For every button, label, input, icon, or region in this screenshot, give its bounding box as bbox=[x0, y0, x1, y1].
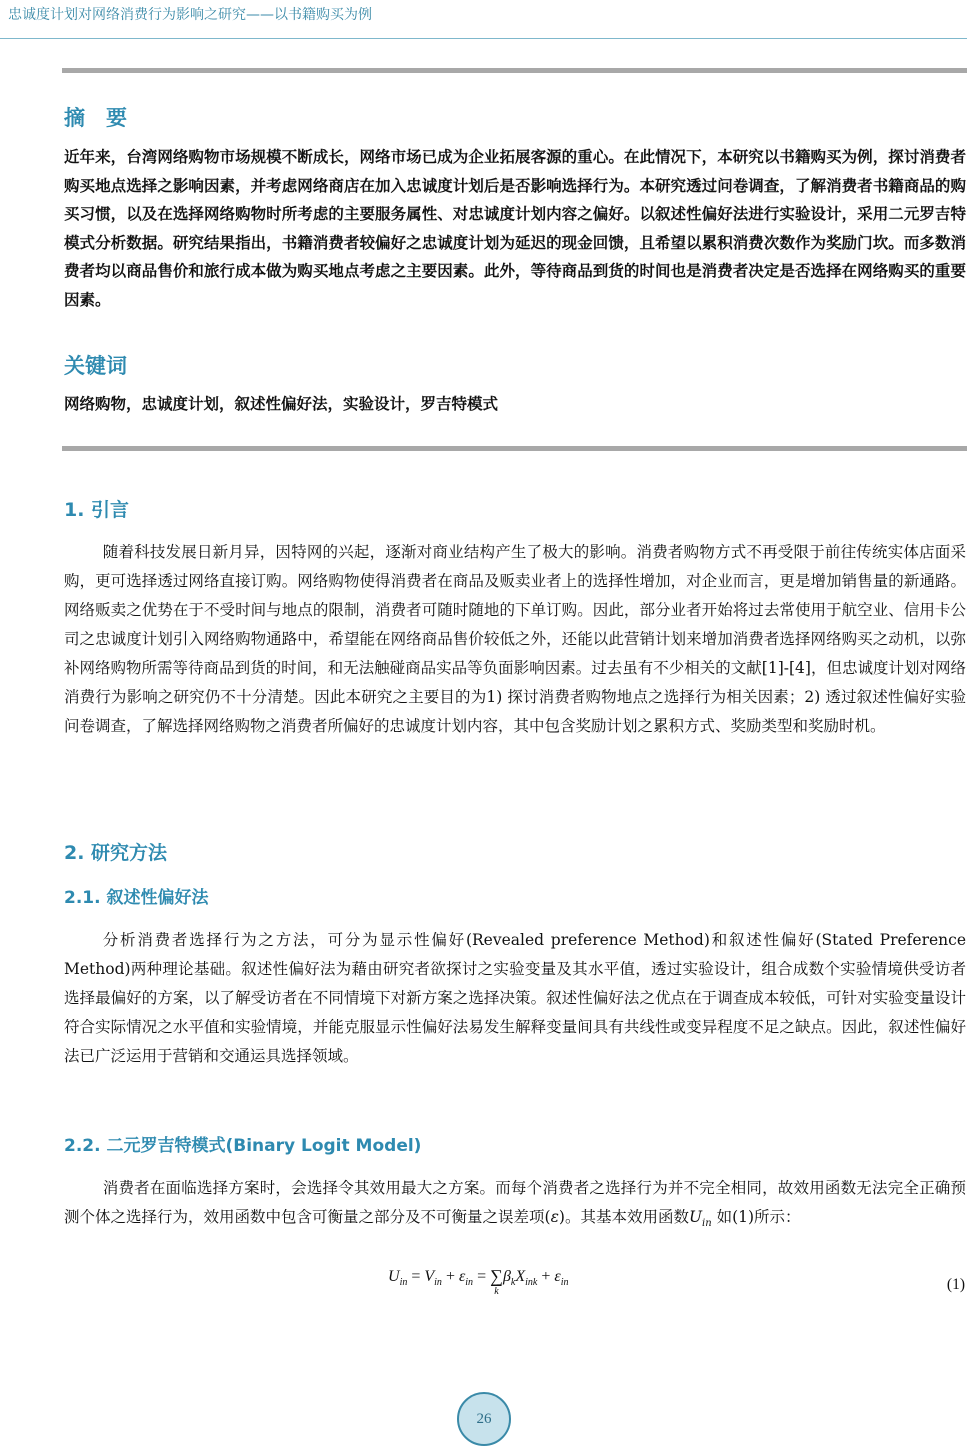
eq-equals-1: = bbox=[407, 1268, 425, 1285]
subsection-heading-stated-preference: 2.1. 叙述性偏好法 bbox=[64, 888, 209, 908]
binary-logit-text-middle: )。其基本效用函数 bbox=[558, 1208, 689, 1226]
utility-symbol: U bbox=[688, 1208, 703, 1226]
running-header: 忠诚度计划对网络消费行为影响之研究——以书籍购买为例 bbox=[8, 7, 372, 23]
utility-equation bbox=[388, 1268, 568, 1300]
abstract-text: 近年来，台湾网络购物市场规模不断成长，网络市场已成为企业拓展客源的重心。在此情况下，本研究以书籍购买为例，探讨消费者购买地点选择之影响因素，并考虑网络商店在加入忠诚度计划后是否影响选择行为。本研究透过问卷调查，了解消费者书籍商品的购买习惯，以及在选择网络购物时所考虑的主要服务属性、对忠诚度计划内容之偏好。以叙述性偏好法进行实验设计，采用二元罗吉特模式分析数据。研究结果指出，书籍消费者较偏好之忠诚度计划为延迟的现金回馈，且希望以累积消费次数作为奖励门坎。而多数消费者均以商品售价和旅行成本做为购买地点考虑之主要因素。此外，等待商品到货的时间也是消费者决定是否选择在网络购买的重要因素。 bbox=[64, 148, 966, 309]
abstract-heading: 摘 要 bbox=[64, 106, 127, 130]
eq-sum: ∑ bbox=[490, 1266, 503, 1286]
eq-epsilon-2-sub: in bbox=[560, 1277, 569, 1289]
eq-epsilon-sub: in bbox=[465, 1277, 474, 1289]
eq-sum-sub: k bbox=[494, 1286, 499, 1297]
eq-epsilon: ε bbox=[458, 1268, 466, 1285]
eq-v-sub: in bbox=[434, 1277, 442, 1289]
binary-logit-text-after: 如(1)所示： bbox=[711, 1208, 801, 1226]
binary-logit-text-before: 消费者在面临选择方案时，会选择令其效用最大之方案。而每个消费者之选择行为并不完全相同，故效用函数无法完全正确预测个体之选择行为，效用函数中包含可衡量之部分及不可衡量之误差项( bbox=[64, 1179, 966, 1226]
subsection-heading-binary-logit: 2.2. 二元罗吉特模式(Binary Logit Model) bbox=[64, 1136, 422, 1156]
eq-beta-sub: k bbox=[510, 1277, 516, 1289]
eq-lhs-sub: in bbox=[399, 1277, 408, 1289]
eq-x-sub: ink bbox=[525, 1277, 538, 1289]
eq-lhs: U bbox=[388, 1268, 400, 1285]
keywords-text: 网络购物，忠诚度计划，叙述性偏好法，实验设计，罗吉特模式 bbox=[64, 395, 499, 413]
eq-v: V bbox=[424, 1268, 435, 1285]
binary-logit-paragraph bbox=[64, 1174, 966, 1238]
eq-plus-1: + bbox=[441, 1268, 459, 1285]
eq-epsilon-2: ε bbox=[554, 1268, 561, 1285]
epsilon-symbol: ε bbox=[550, 1208, 559, 1226]
keywords-heading: 关键词 bbox=[64, 354, 127, 378]
bottom-divider bbox=[62, 446, 967, 451]
stated-preference-paragraph: 分析消费者选择行为之方法，可分为显示性偏好(Revealed preference Method)和叙述性偏好(Stated Preference Method)两种理论基础。叙述性偏好法为藉由研究者欲探讨之实验变量及其水平值，透过实验设计，组合成数个实验情境供受访者选择最偏好的方案，以了解受访者在不同情境下对新方案之选择决策。叙述性偏好法之优点在于调查成本较低，可针对实验变量设计符合实际情况之水平值和实验情境，并能克服显示性偏好法易发生解释变量间具有共线性或变异程度不足之缺点。因此，叙述性偏好法已广泛运用于营销和交通运具选择领域。 bbox=[64, 931, 966, 1065]
eq-x: X bbox=[515, 1268, 526, 1285]
page-number-badge: 26 bbox=[457, 1392, 511, 1446]
eq-plus-2: + bbox=[537, 1268, 555, 1285]
eq-beta: β bbox=[502, 1268, 511, 1285]
top-divider bbox=[62, 68, 967, 73]
eq-equals-2: = bbox=[473, 1268, 491, 1285]
introduction-paragraph: 随着科技发展日新月异，因特网的兴起，逐渐对商业结构产生了极大的影响。消费者购物方式不再受限于前往传统实体店面采购，更可选择透过网络直接订购。网络购物使得消费者在商品及贩卖业者上的选择性增加，对企业而言，更是增加销售量的新通路。网络贩卖之优势在于不受时间与地点的限制，消费者可随时随地的下单订购。因此，部分业者开始将过去常使用于航空业、信用卡公司之忠诚度计划引入网络购物通路中，希望能在网络商品售价较低之外，还能以此营销计划来增加消费者选择网络购买之动机，以弥补网络购物所需等待商品到货的时间，和无法触碰商品实品等负面影响因素。过去虽有不少相关的文献[1]-[4]，但忠诚度计划对网络消费行为影响之研究仍不十分清楚。因此本研究之主要目的为1) 探讨消费者购物地点之选择行为相关因素；2) 透过叙述性偏好实验问卷调查，了解选择网络购物之消费者所偏好的忠诚度计划内容，其中包含奖励计划之累积方式、奖励类型和奖励时机。 bbox=[64, 543, 966, 735]
utility-subscript: in bbox=[702, 1218, 712, 1230]
section-heading-introduction: 1. 引言 bbox=[64, 499, 130, 521]
section-heading-methods: 2. 研究方法 bbox=[64, 842, 168, 864]
header-rule bbox=[0, 38, 967, 39]
equation-number: (1) bbox=[946, 1276, 965, 1293]
